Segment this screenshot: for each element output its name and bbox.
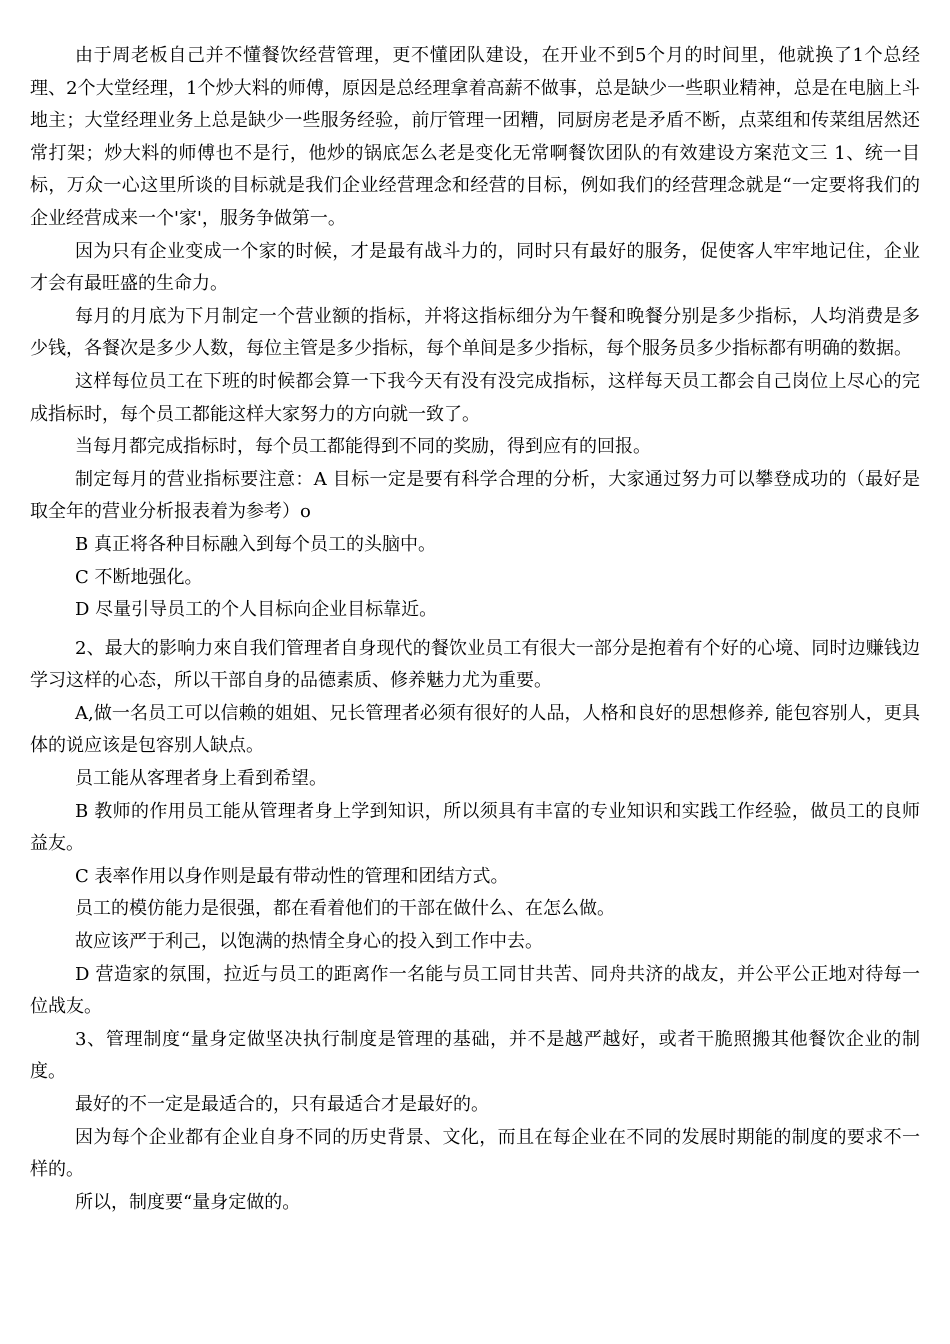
- paragraph-4: 这样每位员工在下班的时候都会算一下我今天有没有没完成指标，这样每天员工都会自己岗位上尽心的完成指标时，每个员工都能这样大家努力的方向就一致了。: [30, 370, 920, 425]
- paragraph-10: 2、最大的影响力來自我们管理者自身现代的餐饮业员工有很大一部分是抱着有个好的心境、同时边赚钱边学习这样的心态，所以干部自身的品德素质、修养魅力尤为重要。: [30, 637, 920, 692]
- paragraph-6: 制定每月的营业指标要注意：A 目标一定是要有科学合理的分析，大家通过努力可以攀登成功的（最好是取全年的营业分析报表着为参考）o: [30, 468, 920, 523]
- paragraph-16: 故应该严于利己，以饱满的热情全身心的投入到工作中去。: [75, 931, 543, 953]
- paragraph-12: 员工能从客理者身上看到希望。: [75, 768, 327, 790]
- paragraph-3: 每月的月底为下月制定一个营业额的指标，并将这指标细分为午餐和晚餐分别是多少指标，人均消费是多少钱，各餐次是多少人数，每位主管是多少指标，每个单间是多少指标，每个服务员多少指标都有明确的数据。: [30, 305, 920, 360]
- paragraph-18: 3、管理制度“量身定做坚决执行制度是管理的基础，并不是越严越好，或者干脆照搬其他餐饮企业的制度。: [30, 1028, 920, 1083]
- paragraph-11: A,做一名员工可以信赖的姐姐、兄长管理者必须有很好的人品，人格和良好的思想修养, 能包容别人，更具体的说应该是包容别人缺点。: [30, 702, 920, 757]
- paragraph-20: 因为每个企业都有企业自身不同的历史背景、文化，而且在每企业在不同的发展时期能的制度的要求不一样的。: [30, 1126, 920, 1181]
- paragraph-9: D 尽量引导员工的个人目标向企业目标靠近。: [75, 599, 438, 621]
- paragraph-17: D 营造家的氛围，拉近与员工的距离作一名能与员工同甘共苦、同舟共济的战友，并公平公正地对待每一位战友。: [30, 963, 920, 1018]
- paragraph-5: 当每月都完成指标时，每个员工都能得到不同的奖励，得到应有的回报。: [75, 436, 651, 458]
- document-body: [30, 40, 920, 1219]
- paragraph-14: C 表率作用以身作则是最有带动性的管理和团结方式。: [75, 865, 509, 887]
- paragraph-13: B 教师的作用员工能从管理者身上学到知识，所以须具有丰富的专业知识和实践工作经验，做员工的良师益友。: [30, 800, 920, 855]
- paragraph-21: 所以，制度要“量身定做的。: [75, 1191, 301, 1213]
- paragraph-19: 最好的不一定是最适合的，只有最适合才是最好的。: [75, 1094, 489, 1115]
- paragraph-15: 员工的模仿能力是很强，都在看着他们的干部在做什么、在怎么做。: [75, 898, 615, 920]
- paragraph-2: 因为只有企业变成一个家的时候，才是最有战斗力的，同时只有最好的服务，促使客人牢牢地记住，企业才会有最旺盛的生命力。: [30, 240, 920, 295]
- paragraph-8: C 不断地强化。: [75, 566, 203, 588]
- paragraph-1: 由于周老板自己并不懂餐饮经营管理，更不懂团队建设，在开业不到5个月的时间里，他就换了1个总经理、2个大堂经理，1个炒大料的师傅，原因是总经理拿着高薪不做事，总是缺少一些职业精神，总是在电脑上斗地主；大堂经理业务上总是缺少一些服务经验，前厅管理一团糟，同厨房老是矛盾不断，点菜组和传菜组居然还常打架；炒大料的师傅也不是行，他炒的锅底怎么老是变化无常啊餐饮团队的有效建设方案范文三 1、统一目标，万众一心这里所谈的目标就是我们企业经营理念和经营的目标，例如我们的经营理念就是“一定要将我们的企业经营成来一个'家'，服务争做第一。: [30, 45, 920, 229]
- paragraph-7: B 真正将各种目标融入到每个员工的头脑中。: [75, 533, 436, 555]
